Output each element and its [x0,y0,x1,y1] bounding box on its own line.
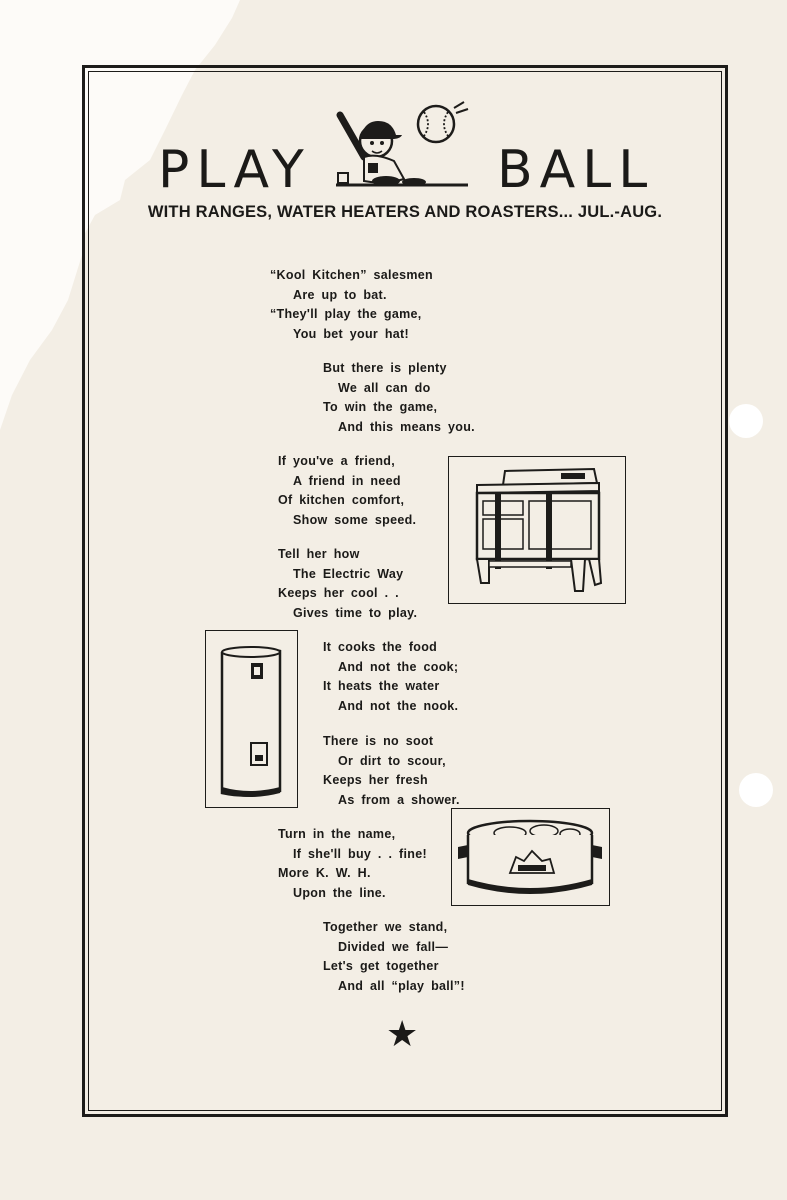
stanza-1 [270,266,433,344]
poem-line: It heats the water [323,679,440,693]
stanza-6 [323,732,460,810]
roaster-icon [452,809,608,904]
poem-line: The Electric Way [293,566,404,581]
baseball-icon [414,98,474,146]
poem-line: More K. W. H. [278,866,371,880]
punch-hole [729,404,763,438]
poem-line: If you've a friend, [278,454,396,468]
star-icon: ★ [386,1014,419,1055]
poem-line: A friend in need [293,473,401,488]
poem-line: And this means you. [338,419,475,434]
title-ball: BALL [497,140,655,200]
poem-line: We all can do [338,380,431,395]
poem-line: If she'll buy . . fine! [293,846,427,861]
poem-line: It cooks the food [323,640,438,654]
title-play: PLAY [158,140,311,200]
poem-line: Divided we fall— [338,939,449,954]
poem-line: There is no soot [323,734,434,748]
poem-line: To win the game, [323,400,438,414]
poem-line: Keeps her fresh [323,773,428,787]
subtitle: WITH RANGES, WATER HEATERS AND ROASTERS... JUL.-AUG. [147,203,663,221]
stanza-2 [323,359,475,437]
punch-hole [739,773,773,807]
water-heater-illustration-frame [205,630,298,808]
stanza-5 [323,638,458,716]
poem-line: “Kool Kitchen” salesmen [270,268,433,282]
water-heater-icon [206,631,296,806]
poem-line: Upon the line. [293,885,386,900]
poem-line: Of kitchen comfort, [278,493,405,507]
poem-line: “They'll play the game, [270,307,422,321]
poem-line: Keeps her cool . . [278,586,399,600]
stanza-8 [323,918,465,996]
poem-line: Are up to bat. [293,287,387,302]
poem-line: Together we stand, [323,920,448,934]
poem-line: Tell her how [278,547,360,561]
poem-line: And not the cook; [338,659,459,674]
poem-line: As from a shower. [338,792,460,807]
poem-line: Turn in the name, [278,827,396,841]
poem-line: Show some speed. [293,512,417,527]
poem-line: Or dirt to scour, [338,753,446,768]
roaster-illustration-frame [451,808,610,906]
stanza-4 [278,545,417,623]
poem-line: You bet your hat! [293,326,409,341]
stanza-7 [278,825,427,903]
stanza-3 [278,452,416,530]
poem-line: Gives time to play. [293,605,418,620]
poem-line: But there is plenty [323,361,447,375]
poem-line: Let's get together [323,959,439,973]
poem-line: And all “play ball”! [338,978,465,993]
poem-line: And not the nook. [338,698,459,713]
electric-range-icon [449,457,624,602]
range-illustration-frame [448,456,626,604]
